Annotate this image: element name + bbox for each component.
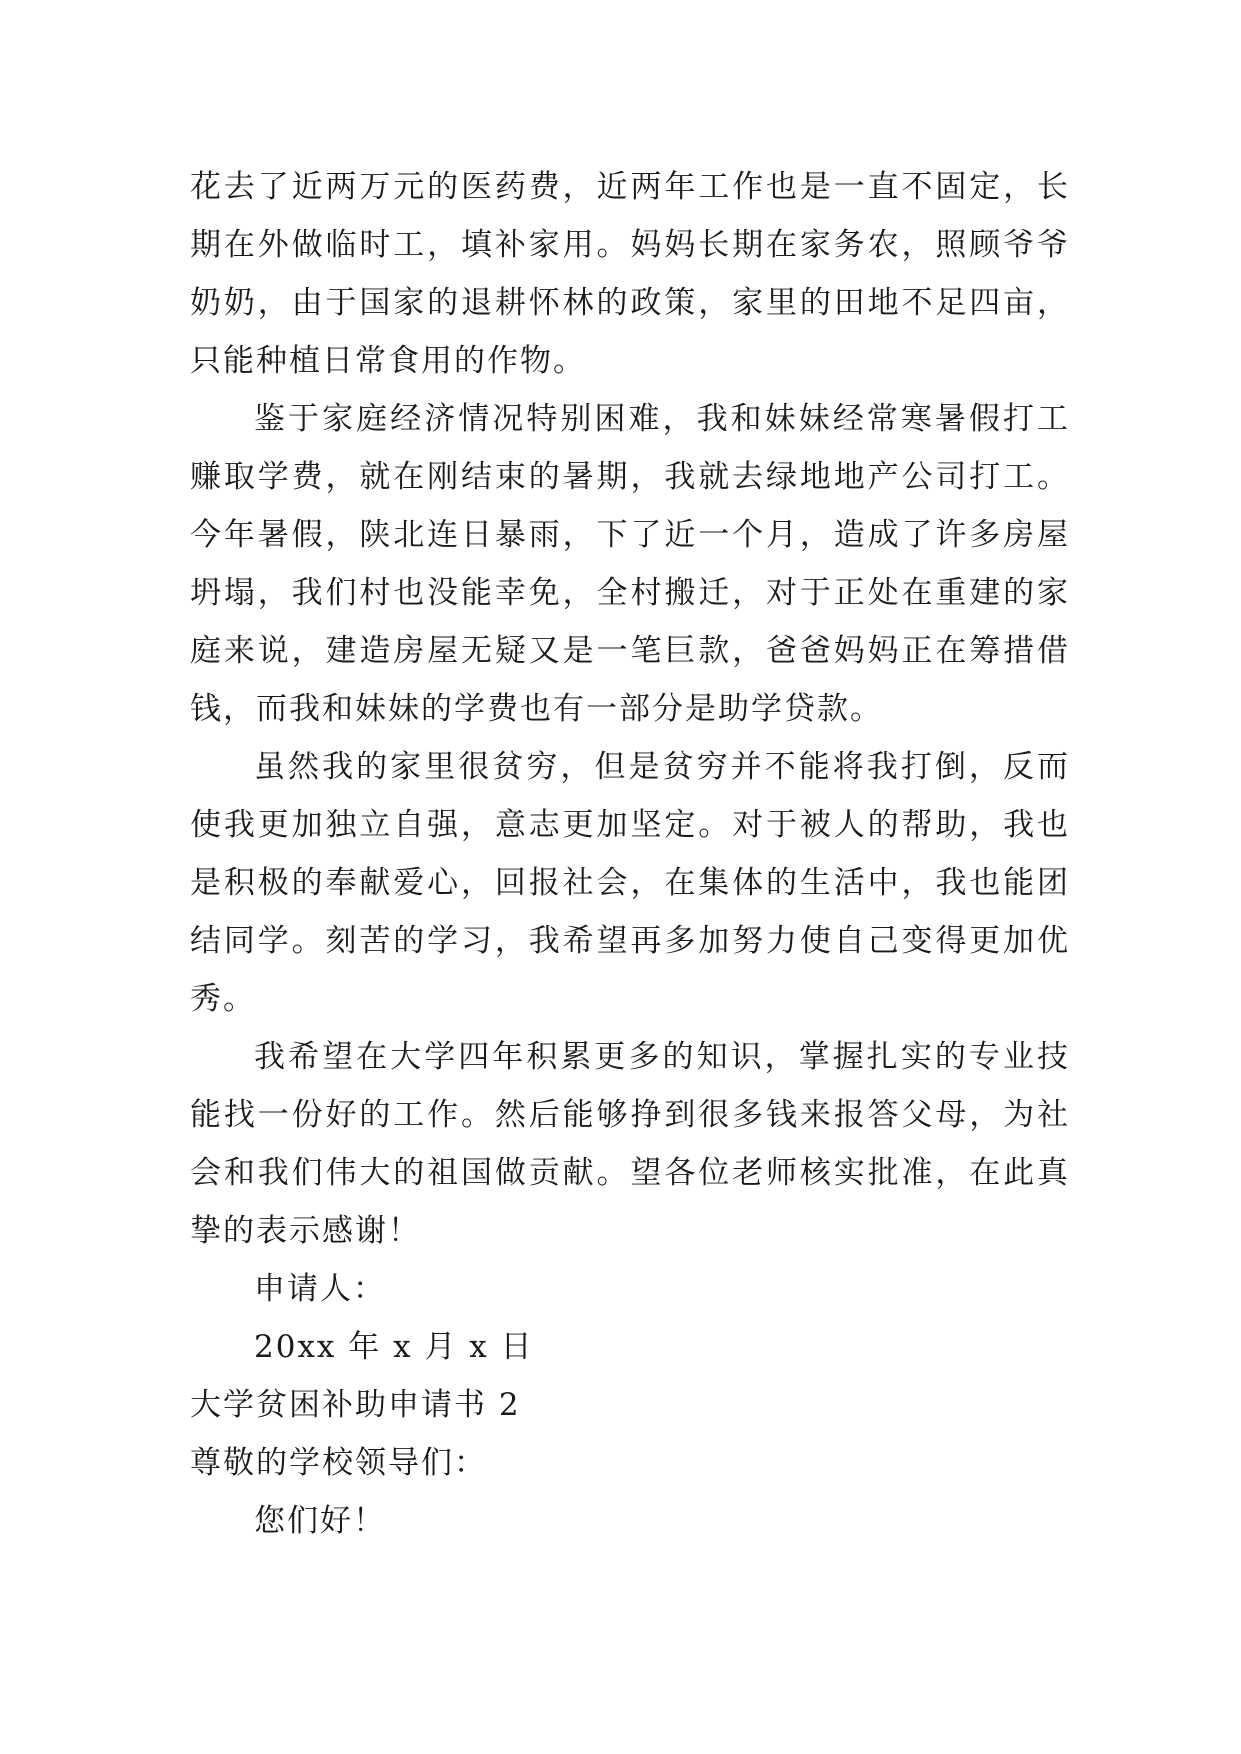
paragraph-line: 赚取学费，就在刚结束的暑期，我就去绿地地产公司打工。: [190, 459, 1070, 495]
paragraph-line: 只能种植日常食用的作物。: [190, 343, 586, 379]
paragraph-line: 会和我们伟大的祖国做贡献。望各位老师核实批准，在此真: [190, 1155, 1070, 1191]
date-line: 20xx 年 x 月 x 日: [254, 1329, 534, 1365]
section-title: 大学贫困补助申请书 2: [190, 1387, 521, 1423]
paragraph-line: 期在外做临时工，填补家用。妈妈长期在家务农，照顾爷爷: [190, 227, 1070, 263]
paragraph-line: 我希望在大学四年积累更多的知识，掌握扎实的专业技: [254, 1039, 1070, 1075]
paragraph-line: 能找一份好的工作。然后能够挣到很多钱来报答父母，为社: [190, 1097, 1070, 1133]
letter-body: [190, 158, 1070, 1550]
paragraph-line: 秀。: [190, 981, 256, 1017]
paragraph-line: 坍塌，我们村也没能幸免，全村搬迁，对于正处在重建的家: [190, 575, 1070, 611]
paragraph-line: 鉴于家庭经济情况特别困难，我和妹妹经常寒暑假打工: [254, 401, 1070, 437]
greeting: 您们好！: [254, 1503, 386, 1539]
paragraph-line: 使我更加独立自强，意志更加坚定。对于被人的帮助，我也: [190, 807, 1070, 843]
applicant-label: 申请人：: [254, 1271, 386, 1307]
paragraph-line: 庭来说，建造房屋无疑又是一笔巨款，爸爸妈妈正在筹措借: [190, 633, 1070, 669]
paragraph-line: 奶奶，由于国家的退耕怀林的政策，家里的田地不足四亩，: [190, 285, 1070, 321]
salutation: 尊敬的学校领导们：: [190, 1445, 487, 1481]
paragraph-line: 是积极的奉献爱心，回报社会，在集体的生活中，我也能团: [190, 865, 1070, 901]
paragraph-line: 钱，而我和妹妹的学费也有一部分是助学贷款。: [190, 691, 883, 727]
paragraph-line: 今年暑假，陕北连日暴雨，下了近一个月，造成了许多房屋: [190, 517, 1070, 553]
paragraph-line: 花去了近两万元的医药费，近两年工作也是一直不固定，长: [190, 169, 1070, 205]
paragraph-line: 虽然我的家里很贫穷，但是贫穷并不能将我打倒，反而: [254, 749, 1070, 785]
paragraph-line: 结同学。刻苦的学习，我希望再多加努力使自己变得更加优: [190, 923, 1070, 959]
paragraph-line: 挚的表示感谢！: [190, 1213, 421, 1249]
